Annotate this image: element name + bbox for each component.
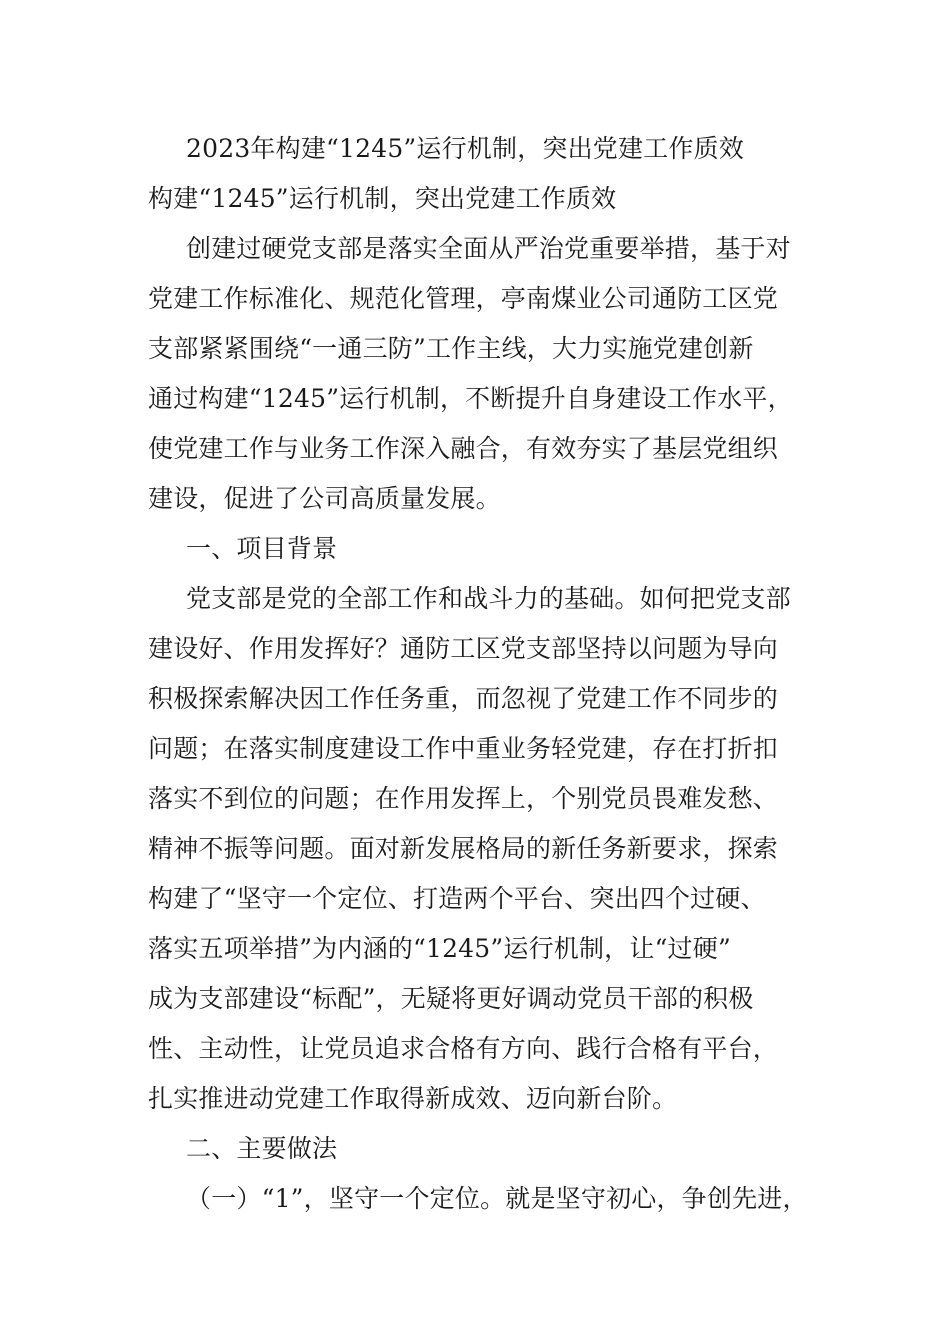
paragraph-line: 支部紧紧围绕“一通三防”工作主线，大力实施党建创新 — [148, 334, 754, 363]
paragraph-line: 问题；在落实制度建设工作中重业务轻党建，存在打折扣 — [148, 734, 779, 763]
paragraph-line: 创建过硬党支部是落实全面从严治党重要举措，基于对 — [186, 234, 791, 263]
paragraph-line: 党支部是党的全部工作和战斗力的基础。如何把党支部 — [186, 584, 791, 613]
paragraph-line: 通过构建“1245”运行机制，不断提升自身建设工作水平， — [148, 384, 793, 413]
paragraph-line: 性、主动性，让党员追求合格有方向、践行合格有平台， — [148, 1034, 779, 1063]
paragraph-line: 建设好、作用发挥好？通防工区党支部坚持以问题为导向 — [148, 634, 779, 663]
document-subtitle: 构建“1245”运行机制，突出党建工作质效 — [148, 184, 617, 213]
paragraph-line: 使党建工作与业务工作深入融合，有效夯实了基层党组织 — [148, 434, 779, 463]
paragraph-line: 落实五项举措”为内涵的“1245”运行机制，让“过硬” — [148, 934, 731, 963]
paragraph-line: 精神不振等问题。面对新发展格局的新任务新要求，探索 — [148, 834, 779, 863]
paragraph-line: 建设，促进了公司高质量发展。 — [148, 484, 501, 513]
paragraph-line: 成为支部建设“标配”，无疑将更好调动党员干部的积极 — [148, 984, 754, 1013]
section-heading: 二、主要做法 — [186, 1134, 338, 1163]
document-title: 2023年构建“1245”运行机制，突出党建工作质效 — [186, 134, 745, 163]
paragraph-line: 落实不到位的问题；在作用发挥上，个别党员畏难发愁、 — [148, 784, 779, 813]
paragraph-line: 扎实推进动党建工作取得新成效、迈向新台阶。 — [148, 1084, 678, 1113]
paragraph-line: 党建工作标准化、规范化管理，亭南煤业公司通防工区党 — [148, 284, 779, 313]
paragraph-line: 构建了“坚守一个定位、打造两个平台、突出四个过硬、 — [148, 884, 766, 913]
paragraph-line: 积极探索解决因工作任务重，而忽视了党建工作不同步的 — [148, 684, 779, 713]
subsection-line: （一）“1”，坚守一个定位。就是坚守初心，争创先进， — [186, 1184, 808, 1213]
section-heading: 一、项目背景 — [186, 534, 338, 563]
